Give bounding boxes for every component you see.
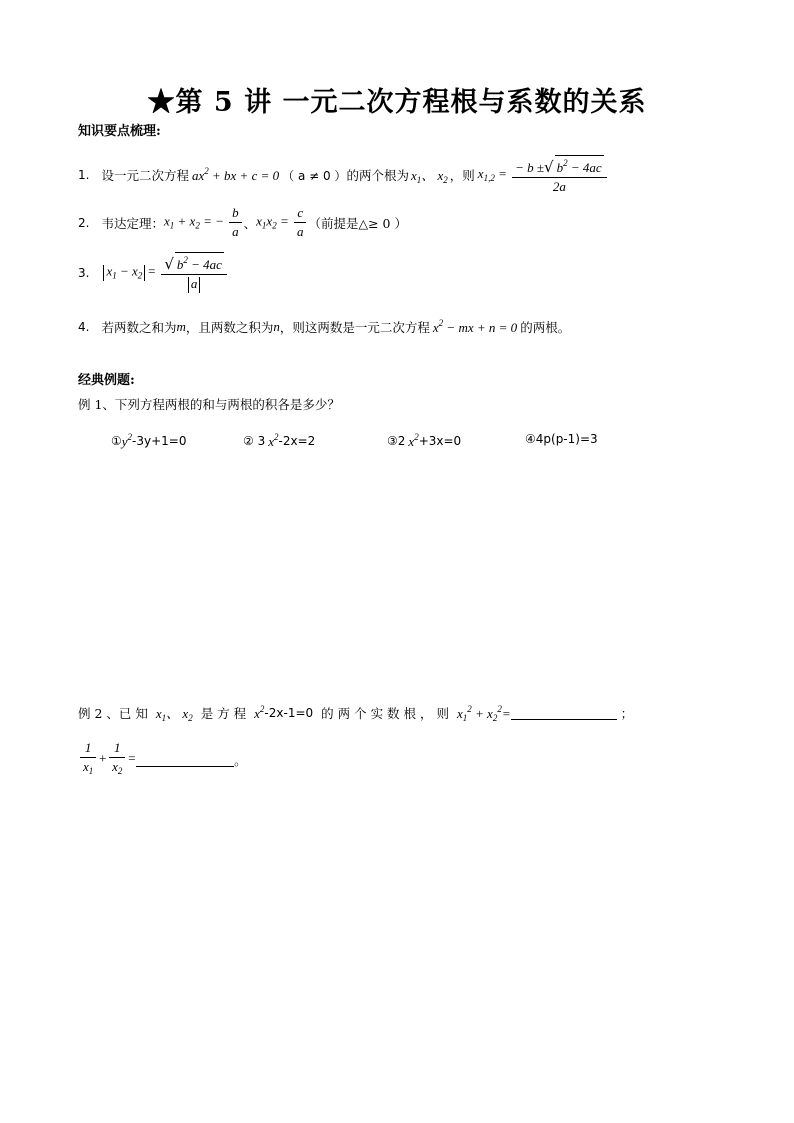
example-1-equation-1	[111, 432, 187, 450]
knowledge-item-2: 2. 韦达定理： $x_1 + x_2$ = − $\frac{b}{a}$ 、 $x_1x_2$ = $\frac{c}{a}$ （前提是△≥ 0 ）	[78, 205, 407, 239]
item1-text-a: 设一元二次方程	[101, 168, 189, 183]
vieta-sum: $x_1 + x_2$ = − $\frac{b}{a}$	[164, 205, 244, 240]
item1-condition: （ a ≠ 0 ）	[282, 168, 347, 183]
eq1-term: $y^2$	[121, 432, 133, 449]
examples-heading: 经典例题:	[78, 373, 135, 388]
root-difference-formula: $x_1 - x_2$ = $\frac{√ b^2 - 4ac}{a}$	[101, 252, 229, 293]
ex2-part-a: 例 2 、已 知	[78, 706, 148, 721]
item1-text-b: 的两个根为	[346, 168, 409, 183]
eq3-rest: +3x=0	[418, 434, 462, 448]
vieta-product: $x_1x_2$ = $\frac{c}{a}$	[256, 205, 308, 240]
quadratic-equation: $ax^2$ + bx + c = 0	[191, 166, 280, 183]
example-2-line-2	[78, 740, 247, 779]
ex2-part-b: 是 方 程	[200, 706, 247, 721]
eq3-term: $x^2$	[408, 432, 419, 449]
answer-blank-1[interactable]	[511, 707, 617, 720]
knowledge-item-4	[78, 318, 570, 336]
symbol-n: n	[273, 319, 280, 334]
eq2-marker: ② 3	[243, 434, 266, 448]
item4-text-b: ，且两数之积为	[185, 320, 274, 335]
item-number: 2.	[78, 215, 90, 230]
eq2-rest: -2x=2	[278, 434, 316, 448]
ex2-tail-1: ；	[620, 706, 634, 721]
item-number: 3.	[78, 265, 90, 280]
roots-symbols: $x_1$、 $x_2$	[410, 168, 448, 185]
item-number: 1.	[78, 168, 90, 182]
ex2-part-c: -2x-1=0	[264, 706, 314, 720]
example-1-question: 例 1、下列方程两根的和与两根的积各是多少？	[78, 397, 340, 412]
item1-text-c: ，则	[449, 168, 475, 183]
item4-text-a: 若两数之和为	[101, 320, 177, 335]
eq1-marker: ①	[111, 434, 122, 448]
example-1-equation-2	[243, 432, 315, 450]
example-1-equation-3	[387, 432, 461, 450]
ex2-sum-of-squares: $x_1^2 + x_2^2=$	[456, 703, 511, 723]
item-number: 4.	[78, 320, 90, 334]
knowledge-item-1	[78, 155, 609, 195]
ex2-reciprocal-sum: $\frac{1}{x_1}$ + $\frac{1}{x_2}$ =	[78, 740, 136, 779]
eq4-text: ④4p(p-1)=3	[525, 432, 598, 446]
symbol-m: m	[176, 319, 186, 334]
item4-text-c: ，则这两数是一元二次方程	[279, 320, 430, 335]
example-2-line-1	[78, 703, 633, 723]
ex2-equation-term: $x^2$	[254, 704, 265, 721]
item2-text-a: 韦达定理：	[101, 215, 164, 231]
eq3-marker: ③2	[387, 434, 406, 448]
item4-text-d: 的两根。	[520, 320, 571, 335]
ex2-part-d: 的 两 个 实 数 根 ， 则	[321, 706, 449, 721]
ex2-tail-2: 。	[234, 752, 247, 768]
answer-blank-2[interactable]	[136, 752, 234, 767]
knowledge-item-3	[78, 252, 229, 293]
eq1-rest: -3y+1=0	[132, 434, 187, 448]
example-1-equation-4	[525, 432, 598, 446]
ex2-roots: $x_1$、 $x_2$	[155, 706, 193, 723]
quadratic-formula: $x_{1,2}$ = $\frac{- b \pm√ b^2 - 4ac}{2a}$	[478, 155, 609, 195]
page-title: ★第 5 讲 一元二次方程根与系数的关系	[147, 87, 647, 118]
item4-equation: $x^2$ − mx + n = 0	[432, 318, 518, 335]
item2-note: （前提是△≥ 0 ）	[308, 215, 407, 231]
eq2-term: $x^2$	[268, 432, 279, 449]
knowledge-heading: 知识要点梳理:	[78, 124, 161, 139]
